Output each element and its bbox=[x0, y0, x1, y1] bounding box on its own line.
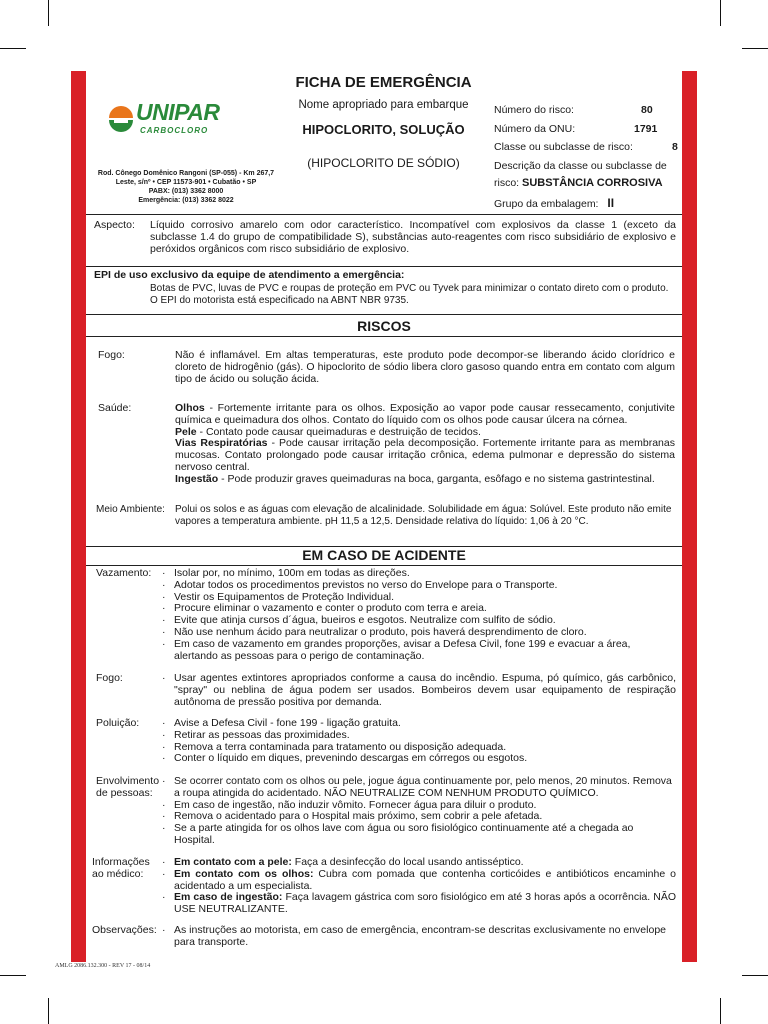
brand-subtitle: CARBOCLORO bbox=[140, 126, 209, 135]
risks-heading: RISCOS bbox=[357, 318, 411, 334]
list-item: · Se ocorrer contato com os olhos ou pele, jogue água continuamente por, pelo menos, 20 minutos. Remova a roupa atingida do acidentado. NÃO NEUTRALIZE COM NENHUM PRODUTO QUÍMICO. bbox=[162, 776, 676, 800]
list-item: · Evite que atinja cursos d´água, bueiros e esgotos. Neutralize com sulfito de sódio. bbox=[162, 615, 676, 627]
epi-title: EPI de uso exclusivo da equipe de atendimento a emergência: bbox=[94, 269, 405, 281]
risk-number: 80 bbox=[641, 104, 653, 116]
packing-row: Grupo da embalagem: II bbox=[494, 196, 615, 210]
crop-mark bbox=[48, 0, 49, 26]
class-desc-row: risco: SUBSTÂNCIA CORROSIVA bbox=[494, 177, 663, 189]
aspect-text: Líquido corrosivo amarelo com odor característico. Incompatível com explosivos da classe 1 (exceto da subclasse 1.4 do grupo de compatibilidade S), substâncias auto-reagentes com risco subsidiário de explosivo e peróxidos orgânicos com risco subsidiário de explosivo. bbox=[150, 219, 676, 255]
list-item: · Em caso de ingestão: Faça lavagem gástrica com soro fisiológico em até 3 horas após a ocorrência. NÃO USE NEUTRALIZANTE. bbox=[162, 892, 676, 916]
accident-pollution-label: Poluição: bbox=[96, 717, 140, 729]
crop-mark bbox=[720, 0, 721, 26]
risk-fire-text: Não é inflamável. Em altas temperaturas, este produto pode decompor-se liberando ácido clorídrico e cloreto de hidrogênio (gás). O hipoclorito de sódio libera cloro gasoso quando entra em contato com algum tipo de ácido ou solução ácida. bbox=[175, 349, 675, 385]
accident-pollution-list bbox=[162, 718, 676, 765]
shipping-name-label: Nome apropriado para embarque bbox=[298, 99, 469, 111]
emergency-sheet bbox=[86, 71, 682, 962]
crop-mark bbox=[720, 998, 721, 1024]
divider bbox=[86, 314, 682, 315]
list-item: · As instruções ao motorista, em caso de emergência, encontram-se descritas exclusivamente no envelope para transporte. bbox=[162, 925, 676, 949]
list-item: · Se a parte atingida for os olhos lave com água ou soro fisiológico continuamente até a chegada ao Hospital. bbox=[162, 823, 676, 847]
list-item: · Remova o acidentado para o Hospital mais próximo, sem cobrir a pele afetada. bbox=[162, 811, 676, 823]
crop-mark bbox=[48, 998, 49, 1024]
list-item: · Remova a terra contaminada para tratamento ou disposição adequada. bbox=[162, 742, 676, 754]
accident-leak-list bbox=[162, 568, 676, 662]
left-red-bar bbox=[71, 71, 86, 962]
list-item: · Em caso de ingestão, não induzir vômito. Fornecer água para diluir o produto. bbox=[162, 800, 676, 812]
risk-fire-label: Fogo: bbox=[98, 349, 125, 361]
product-alt-name: (HIPOCLORITO DE SÓDIO) bbox=[307, 156, 460, 170]
medical-info-list bbox=[162, 857, 676, 916]
divider bbox=[86, 336, 682, 337]
list-item: · Procure eliminar o vazamento e conter o produto com terra e areia. bbox=[162, 603, 676, 615]
class-desc-label: Descrição da classe ou subclasse de bbox=[494, 160, 667, 172]
class-description: SUBSTÂNCIA CORROSIVA bbox=[522, 177, 663, 189]
accident-people-list bbox=[162, 776, 676, 847]
risk-number-label: Número do risco: bbox=[494, 104, 574, 116]
epi-line2: O EPI do motorista está especificado na ABNT NBR 9735. bbox=[150, 295, 409, 306]
divider bbox=[86, 214, 682, 215]
crop-mark bbox=[0, 975, 26, 976]
list-item: · Avise a Defesa Civil - fone 199 - ligação gratuita. bbox=[162, 718, 676, 730]
list-item: · Isolar por, no mínimo, 100m em todas as direções. bbox=[162, 568, 676, 580]
observations-label: Observações: bbox=[92, 924, 157, 936]
risk-class: 8 bbox=[672, 141, 678, 153]
risk-health-label: Saúde: bbox=[98, 402, 132, 414]
company-address: Rod. Cônego Domênico Rangoni (SP-055) - Km 267,7 Leste, s/nº • CEP 11573-901 • Cubatão • SP PABX: (013) 3362 8000 Emergência: (013) 3362 8022 bbox=[97, 170, 275, 204]
list-item: · Retirar as pessoas das proximidades. bbox=[162, 730, 676, 742]
list-item: · Em contato com a pele: Faça a desinfecção do local usando antisséptico. bbox=[162, 857, 676, 869]
sheet-title: FICHA DE EMERGÊNCIA bbox=[295, 74, 472, 91]
accident-heading: EM CASO DE ACIDENTE bbox=[302, 547, 466, 563]
packing-group: II bbox=[607, 196, 615, 210]
list-item: · Em caso de vazamento em grandes proporções, avisar a Defesa Civil, fone 199 e evacuar a área, alertando as pessoas para o perigo de contaminação. bbox=[162, 639, 676, 663]
list-item: · Conter o líquido em diques, prevenindo descargas em córregos ou esgotos. bbox=[162, 753, 676, 765]
list-item: · Usar agentes extintores apropriados conforme a causa do incêndio. Espuma, pó químico, gás carbônico, "spray" ou neblina de água podem ser usados. Bombeiros devem usar equipamento de respiração autônoma de pressão positiva por demanda. bbox=[162, 673, 676, 708]
risk-environment-label: Meio Ambiente: bbox=[96, 504, 165, 515]
onu-number: 1791 bbox=[634, 123, 658, 135]
unipar-logo bbox=[106, 99, 266, 139]
brand-name: UNIPAR bbox=[136, 99, 220, 125]
product-name: HIPOCLORITO, SOLUÇÃO bbox=[302, 122, 465, 137]
divider bbox=[86, 266, 682, 267]
aspect-label: Aspecto: bbox=[94, 219, 135, 231]
observations-list bbox=[162, 925, 676, 949]
accident-people-label: Envolvimento de pessoas: bbox=[96, 775, 160, 799]
crop-mark bbox=[742, 48, 768, 49]
class-label: Classe ou subclasse de risco: bbox=[494, 141, 633, 153]
accident-fire-list bbox=[162, 673, 676, 708]
crop-mark bbox=[0, 48, 26, 49]
list-item: · Não use nenhum ácido para neutralizar o produto, pois haverá desprendimento de cloro. bbox=[162, 627, 676, 639]
list-item: · Vestir os Equipamentos de Proteção Individual. bbox=[162, 592, 676, 604]
footer-code: AMLG 2086.132.300 - REV 17 - 08/14 bbox=[55, 963, 151, 969]
list-item: · Em contato com os olhos: Cubra com pomada que contenha corticóides e antibióticos encaminhe o acidentado a um especialista. bbox=[162, 869, 676, 893]
risk-environment-text: Polui os solos e as águas com elevação de alcalinidade. Solubilidade em água: Solúvel. Este produto não emite vapores a temperatura ambiente. pH 11,5 a 12,5. Densidade relativa do líquido: 1,06 à 20 °C. bbox=[175, 504, 672, 527]
medical-info-label: Informações ao médico: bbox=[92, 856, 150, 880]
right-red-bar bbox=[682, 71, 697, 962]
accident-leak-label: Vazamento: bbox=[96, 567, 152, 579]
list-item: · Adotar todos os procedimentos previstos no verso do Envelope para o Transporte. bbox=[162, 580, 676, 592]
risk-health-text: Olhos - Fortemente irritante para os olhos. Exposição ao vapor pode causar ressecamento, conjutivite química e queimadura dos olhos. Contato do líquido com os olhos pode causar úlcera na córnea. Pele - Contato pode causar queimaduras e destruição de tecidos. Vias Respiratórias - Pode causar irritação pela decomposição. Fortemente irritante para as membranas mucosas. Contato prolongado pode causar irritação crônica, edema pulmonar e depressão do sistema nervoso central. Ingestão - Pode produzir graves queimaduras na boca, garganta, esôfago e no sistema gastrintestinal. bbox=[175, 402, 675, 485]
accident-fire-label: Fogo: bbox=[96, 672, 123, 684]
epi-line1: Botas de PVC, luvas de PVC e roupas de proteção em PVC ou Tyvek para minimizar o contato direto com o produto. bbox=[150, 283, 669, 294]
crop-mark bbox=[742, 975, 768, 976]
divider bbox=[86, 565, 682, 566]
unipar-logo-icon bbox=[106, 101, 136, 137]
onu-label: Número da ONU: bbox=[494, 123, 576, 135]
